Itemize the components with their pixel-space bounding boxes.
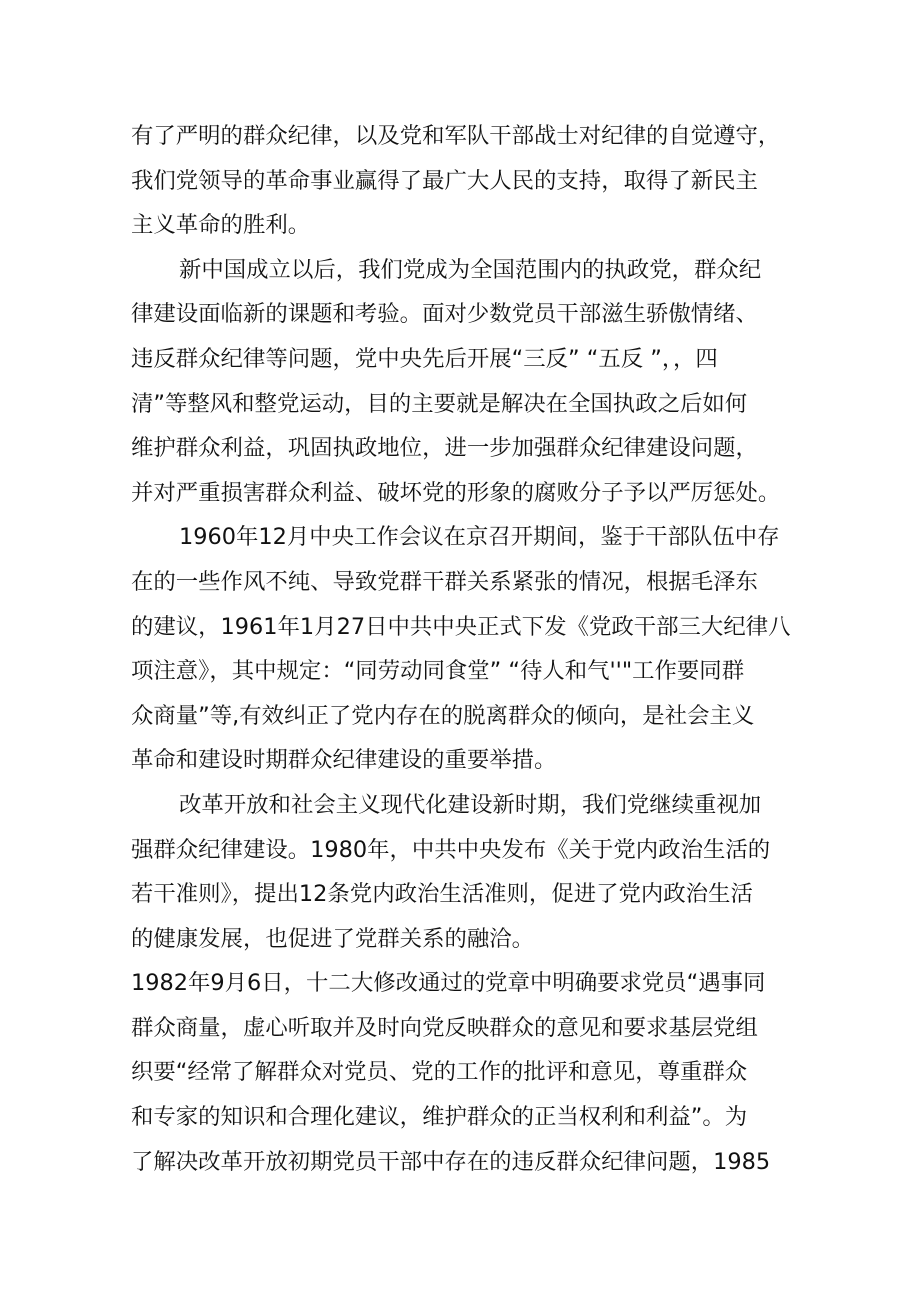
text-line: 强群众纪律建设。1980年，中共中央发布《关于党内政治生活的	[131, 836, 771, 863]
text-line: 有了严明的群众纪律，以及党和军队干部战士对纪律的自觉遵守，	[131, 123, 781, 149]
text-line: 众商量”等,有效纠正了党内存在的脱离群众的倾向，是社会主义	[131, 702, 755, 729]
text-line: 清”等整风和整党运动，目的主要就是解决在全国执政之后如何	[131, 390, 748, 417]
text-line: 并对严重损害群众利益、破坏党的形象的腐败分子予以严厉惩处。	[131, 479, 781, 506]
text-line: 革命和建设时期群众纪律建设的重要举措。	[131, 747, 557, 774]
text-line: 改革开放和社会主义现代化建设新时期，我们党继续重视加	[179, 791, 762, 818]
text-line: 的建议，1961年1月27日中共中央正式下发《党政干部三大纪律八	[131, 613, 791, 640]
text-line: 若干准则》，提出12条党内政治生活准则，促进了党内政治生活	[131, 881, 753, 908]
text-line: 1960年12月中央工作会议在京召开期间，鉴于干部队伍中存	[179, 524, 780, 551]
text-line: 织要“经常了解群众对党员、党的工作的批评和意见，尊重群众	[131, 1059, 748, 1086]
document-body	[131, 114, 803, 1184]
text-line: 的健康发展，也促进了党群关系的融洽。	[131, 925, 535, 952]
text-line: 主义革命的胜利。	[131, 212, 311, 239]
text-line: 我们党领导的革命事业赢得了最广大人民的支持，取得了新民主	[131, 167, 758, 194]
text-line: 新中国成立以后，我们党成为全国范围内的执政党，群众纪	[179, 256, 762, 283]
text-line: 违反群众纪律等问题，党中央先后开展“三反” “五反 ”，，四	[131, 345, 718, 372]
text-line: 了解决改革开放初期党员干部中存在的违反群众纪律问题，1985	[131, 1148, 771, 1175]
text-line: 1982年9月6日，十二大修改通过的党章中明确要求党员“遇事同	[131, 970, 766, 997]
text-line: 群众商量，虚心听取并及时向党反映群众的意见和要求基层党组	[131, 1014, 758, 1041]
text-line: 和专家的知识和合理化建议，维护群众的正当权利和利益”。为	[131, 1104, 748, 1131]
text-line: 维护群众利益，巩固执政地位，进一步加强群众纪律建设问题，	[131, 435, 758, 462]
text-line: 在的一些作风不纯、导致党群干群关系紧张的情况，根据毛泽东	[131, 568, 758, 595]
text-line: 项注意》，其中规定：“同劳动同食堂” “待人和气''"工作要同群	[131, 658, 745, 685]
text-line: 律建设面临新的课题和考验。面对少数党员干部滋生骄傲情绪、	[131, 301, 758, 328]
